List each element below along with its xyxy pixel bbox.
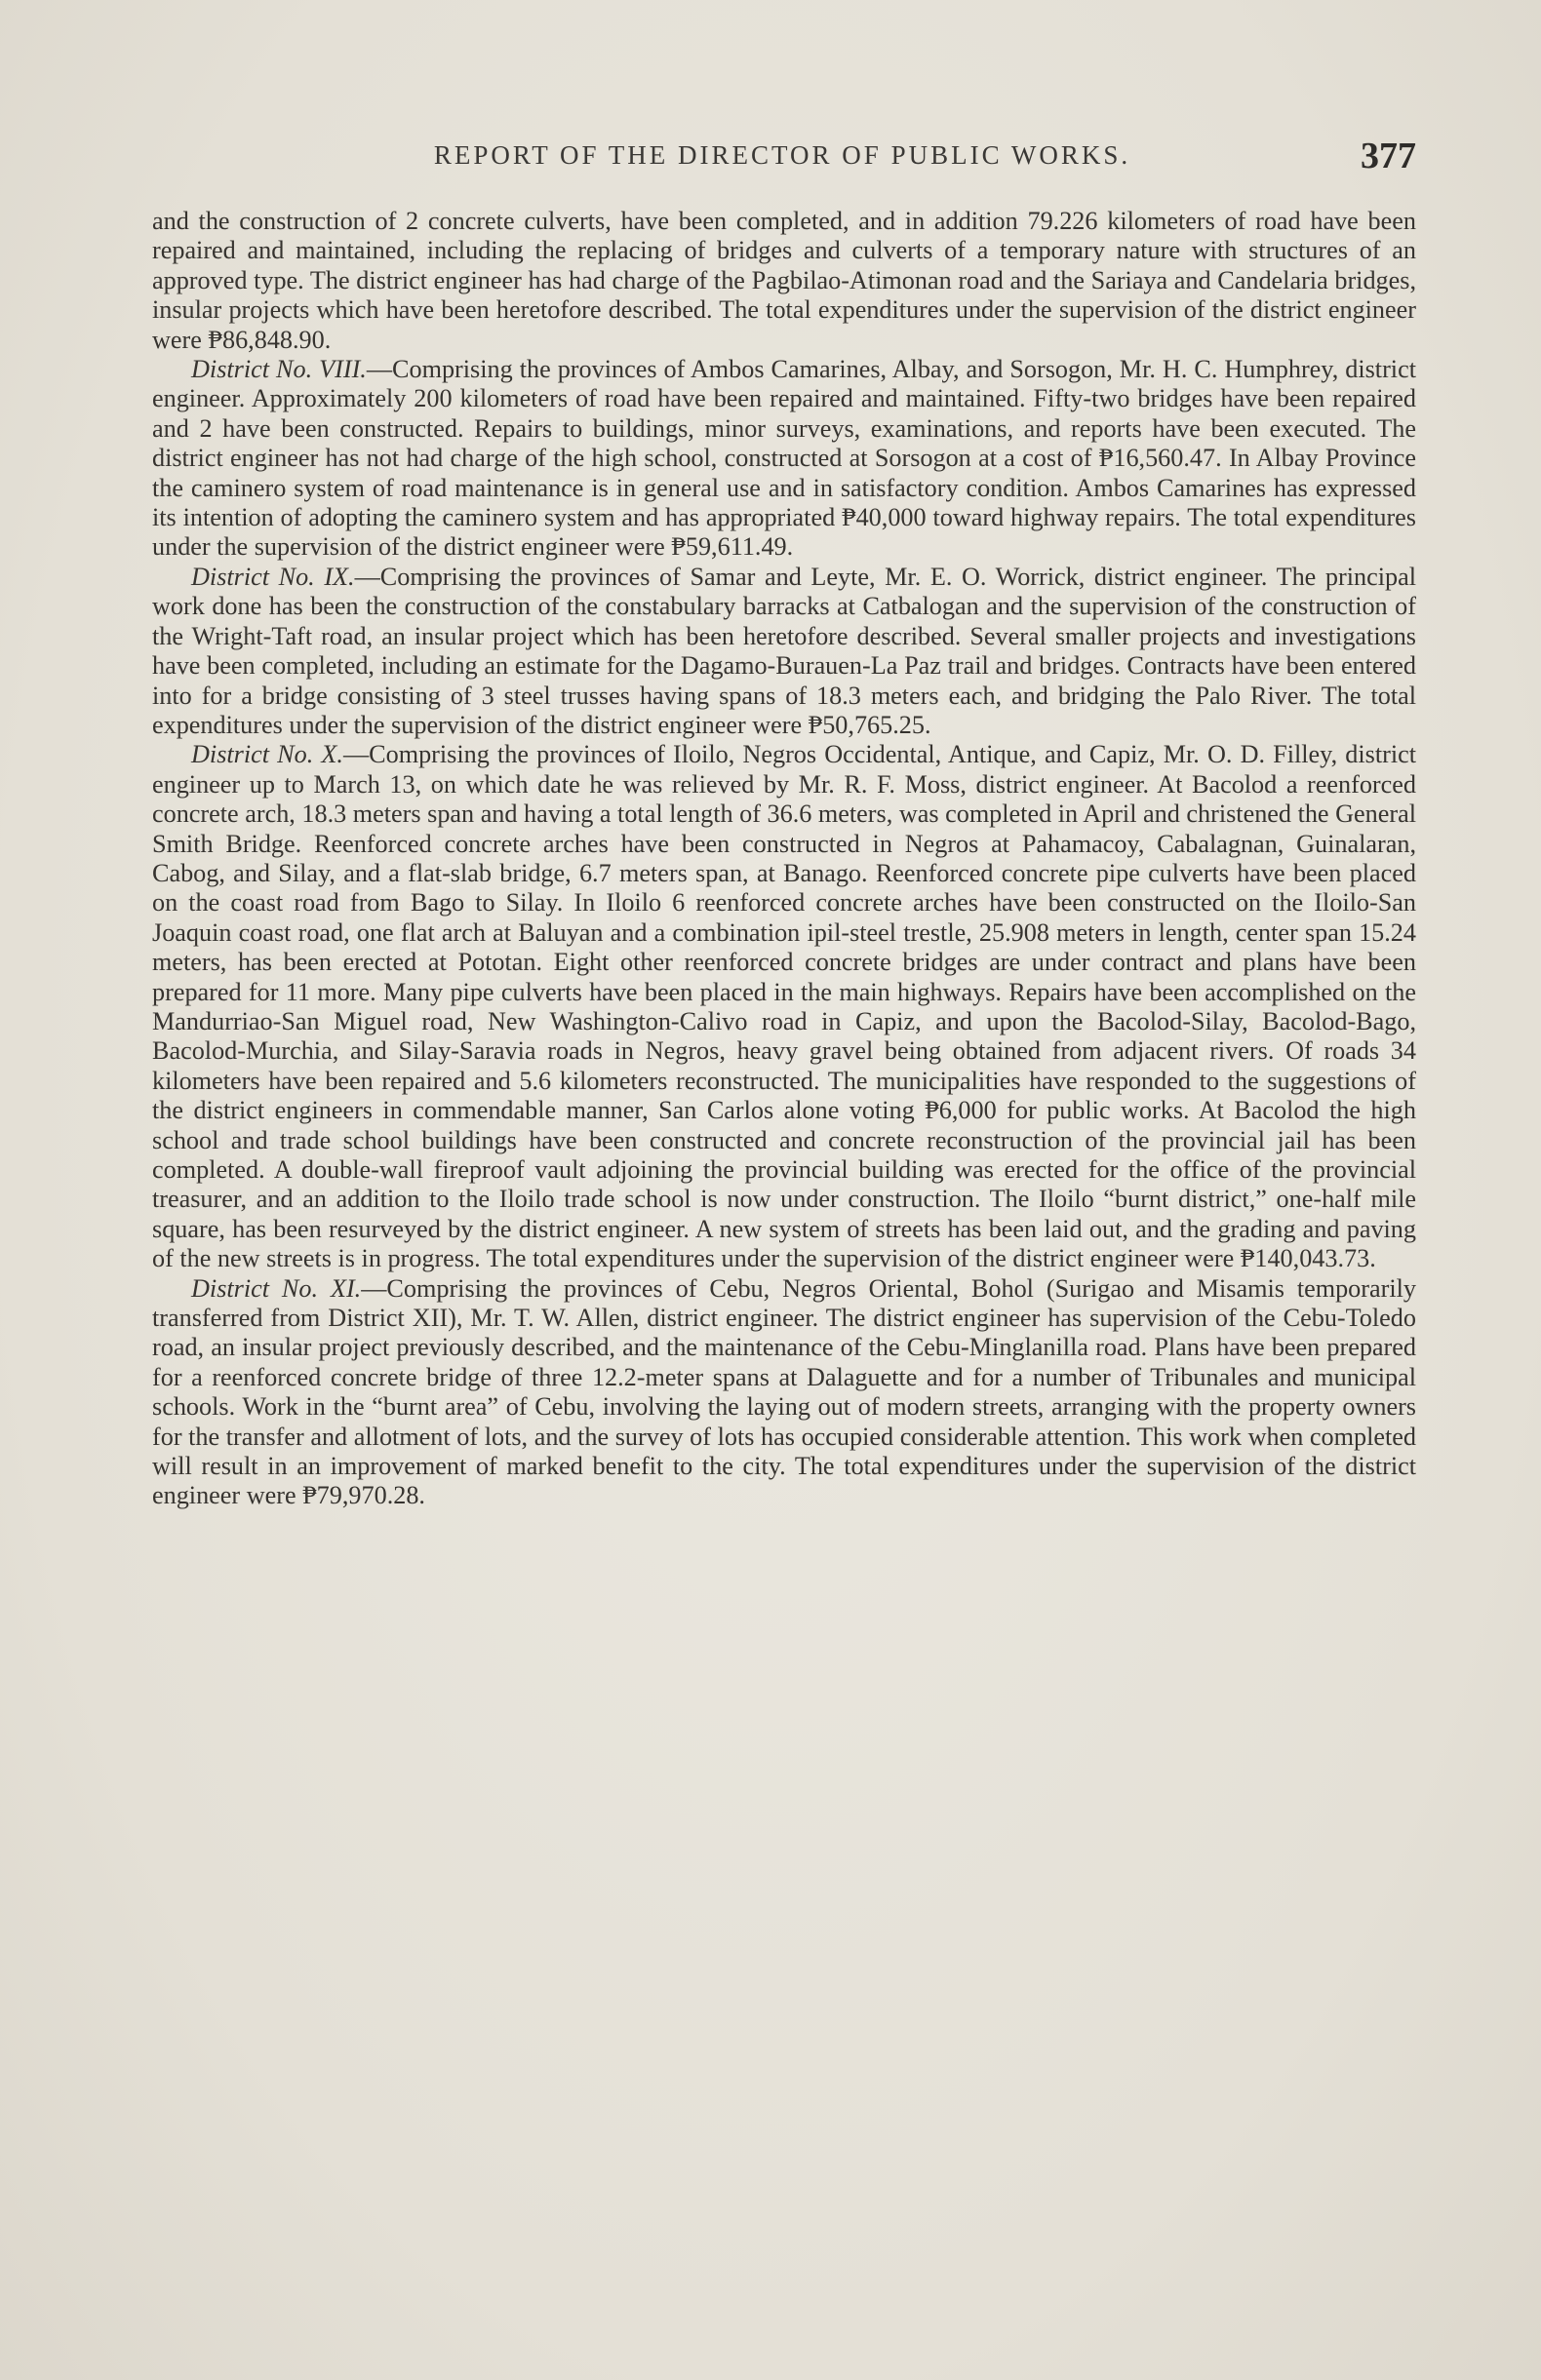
paragraph-district-ix [152,563,1416,740]
paragraph-text: —Comprising the provinces of Cebu, Negros Oriental, Bohol (Surigao and Misamis temporarily transferred from District XII), Mr. T. W. Allen, district engineer. The district engineer has supervision of the Cebu-Toledo road, an insular project previously described, and the maintenance of the Cebu-Minglanilla road. Plans have been prepared for a reenforced concrete bridge of three 12.2-meter spans at Dalaguette and for a number of Tribunales and municipal schools. Work in the “burnt area” of Cebu, involving the laying out of modern streets, arranging with the property owners for the transfer and allotment of lots, and the survey of lots has occupied considerable attention. This work when completed will result in an improvement of marked benefit to the city. The total expenditures under the supervision of the district engineer were ₱79,970.28. [152,1273,1416,1510]
paragraph-continuation [152,207,1416,355]
body-text [152,207,1416,1511]
running-title: REPORT OF THE DIRECTOR OF PUBLIC WORKS. [433,140,1131,170]
paragraph-district-x [152,740,1416,1273]
paragraph-text: and the construction of 2 concrete culverts, have been completed, and in addition 79.226 kilometers of road have been repaired and maintained, including the replacing of bridges and culverts of a temporary nature with structures of an approved type. The district engineer has had charge of the Pagbilao-Atimonan road and the Sariaya and Candelaria bridges, insular projects which have been heretofore described. The total expenditures under the supervision of the district engineer were ₱86,848.90. [152,207,1416,354]
district-heading: District No. X. [191,740,343,769]
district-heading: District No. IX. [191,562,355,591]
district-heading: District No. VIII. [191,355,367,384]
district-heading: District No. XI. [191,1273,362,1303]
paragraph-district-xi [152,1274,1416,1511]
paragraph-district-viii [152,355,1416,563]
page-header [148,135,1416,183]
paragraph-text: —Comprising the provinces of Ambos Camarines, Albay, and Sorsogon, Mr. H. C. Humphrey, district engineer. Approximately 200 kilometers of road have been repaired and maintained. Fifty-two bridges have been repaired and 2 have been constructed. Repairs to buildings, minor surveys, examinations, and reports have been executed. The district engineer has not had charge of the high school, constructed at Sorsogon at a cost of ₱16,560.47. In Albay Province the caminero system of road maintenance is in general use and in satisfactory condition. Ambos Camarines has expressed its intention of adopting the caminero system and has appropriated ₱40,000 toward highway repairs. The total expenditures under the supervision of the district engineer were ₱59,611.49. [152,355,1416,562]
page-number: 377 [1361,136,1416,176]
paragraph-text: —Comprising the provinces of Iloilo, Negros Occidental, Antique, and Capiz, Mr. O. D. Filley, district engineer up to March 13, on which date he was relieved by Mr. R. F. Moss, district engineer. At Bacolod a reenforced concrete arch, 18.3 meters span and having a total length of 36.6 meters, was completed in April and christened the General Smith Bridge. Reenforced concrete arches have been constructed in Negros at Pahamacoy, Cabalagnan, Guinalaran, Cabog, and Silay, and a flat-slab bridge, 6.7 meters span, at Banago. Reenforced concrete pipe culverts have been placed on the coast road from Bago to Silay. In Iloilo 6 reenforced concrete arches have been constructed on the Iloilo-San Joaquin coast road, one flat arch at Baluyan and a combination ipil-steel trestle, 25.908 meters in length, center span 15.24 meters, has been erected at Pototan. Eight other reenforced concrete bridges are under contract and plans have been prepared for 11 more. Many pipe culverts have been placed in the main highways. Repairs have been accomplished on the Mandurriao-San Miguel road, New Washington-Calivo road in Capiz, and upon the Bacolod-Silay, Bacolod-Bago, Bacolod-Murchia, and Silay-Saravia roads in Negros, heavy gravel being obtained from adjacent rivers. Of roads 34 kilometers have been repaired and 5.6 kilometers reconstructed. The municipalities have responded to the suggestions of the district engineers in commendable manner, San Carlos alone voting ₱6,000 for public works. At Bacolod the high school and trade school buildings have been constructed and concrete reconstruction of the provincial jail has been completed. A double-wall fireproof vault adjoining the provincial building was erected for the office of the provincial treasurer, and an addition to the Iloilo trade school is now under construction. The Iloilo “burnt district,” one-half mile square, has been resurveyed by the district engineer. A new system of streets has been laid out, and the grading and paving of the new streets is in progress. The total expenditures under the supervision of the district engineer were ₱140,043.73. [152,740,1416,1273]
paragraph-text: —Comprising the provinces of Samar and Leyte, Mr. E. O. Worrick, district engineer. The principal work done has been the construction of the constabulary barracks at Catbalogan and the supervision of the construction of the Wright-Taft road, an insular project which has been heretofore described. Several smaller projects and investigations have been completed, including an estimate for the Dagamo-Burauen-La Paz trail and bridges. Contracts have been entered into for a bridge consisting of 3 steel trusses having spans of 18.3 meters each, and bridging the Palo River. The total expenditures under the supervision of the district engineer were ₱50,765.25. [152,562,1416,739]
